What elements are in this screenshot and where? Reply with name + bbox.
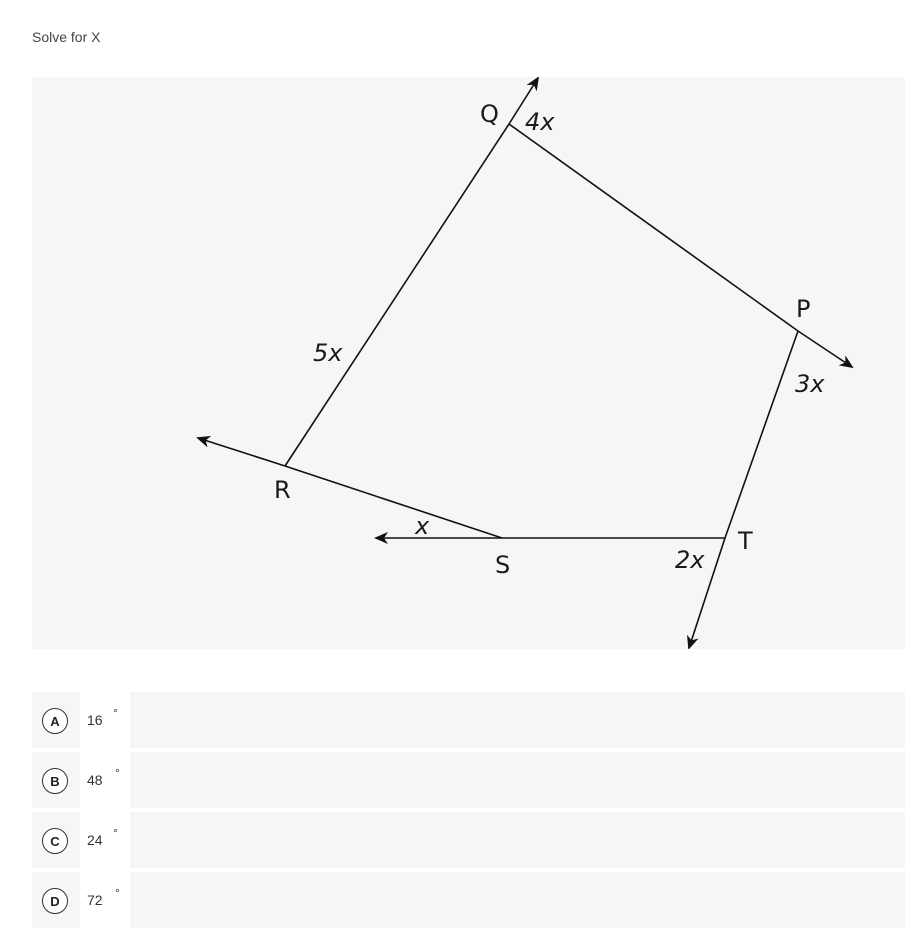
side-sr [285,466,502,538]
degree-symbol: ° [115,766,120,780]
angle-t-label: 2x [675,546,705,574]
option-letter-badge[interactable]: C [42,828,68,854]
option-value: 72 [87,892,103,908]
option-value-box [80,752,130,808]
option-value: 48 [87,772,103,788]
ray-p [798,331,852,367]
vertex-r-label: R [274,476,291,504]
option-value: 24 [87,832,103,848]
answer-option-a[interactable] [32,692,905,748]
angle-r-label: 5x [313,339,343,367]
option-letter-badge[interactable]: B [42,768,68,794]
vertex-t-label: T [738,527,753,555]
degree-symbol: ° [113,826,118,840]
vertex-s-label: S [495,551,511,579]
angle-s-label: x [415,512,430,540]
degree-symbol: ° [115,886,120,900]
side-qp [509,124,798,331]
option-value: 16 [87,712,103,728]
pentagon-diagram [32,77,905,649]
answer-option-d[interactable] [32,872,905,928]
question-text: Solve for X [32,29,101,45]
option-letter-badge[interactable]: A [42,708,68,734]
vertex-p-label: P [796,295,811,323]
option-value-box [80,812,130,868]
side-pt [725,331,798,538]
option-value-box [80,692,130,748]
ray-r [198,438,285,466]
answer-option-b[interactable] [32,752,905,808]
vertex-q-label: Q [480,100,499,128]
option-value-box [80,872,130,928]
option-letter-badge[interactable]: D [42,888,68,914]
angle-q-label: 4x [525,108,555,136]
degree-symbol: ° [113,706,118,720]
angle-p-label: 3x [795,370,825,398]
pentagon-figure [32,77,905,649]
answer-option-c[interactable] [32,812,905,868]
side-rq [285,124,509,466]
